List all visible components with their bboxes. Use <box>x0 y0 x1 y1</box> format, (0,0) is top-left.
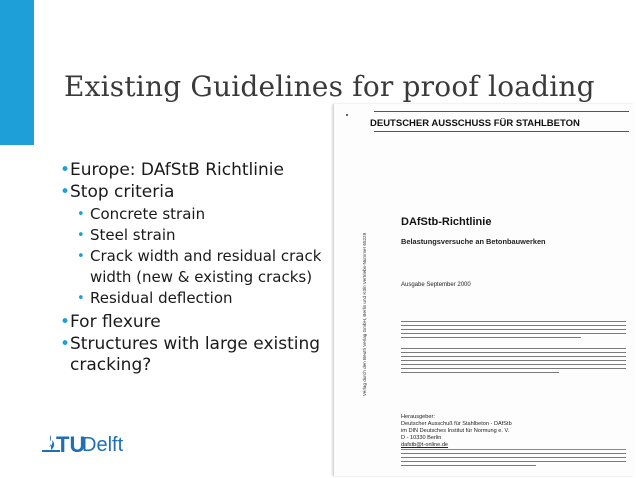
document-publisher <box>401 414 512 449</box>
sub-bullet-crack-width <box>60 246 330 288</box>
bullet-text: Crack width and residual crack width (new & existing cracks) <box>90 247 322 286</box>
sub-bullet-steel-strain <box>60 225 330 246</box>
publisher-line: im DIN Deutsches Institut für Normung e. V. <box>401 428 510 434</box>
document-rule-bottom <box>401 449 626 450</box>
bullet-text: Structures with large existing cracking? <box>70 334 321 375</box>
document-edition: Ausgabe September 2000 <box>401 282 471 288</box>
publisher-line: D - 10330 Berlin <box>401 435 442 441</box>
bullet-dot-icon: • <box>60 182 71 202</box>
bullet-text: Concrete strain <box>90 205 206 223</box>
bullet-dot-icon: • <box>60 312 71 332</box>
bullet-dot-icon: • <box>77 228 85 243</box>
document-title: DAfStb-Richtlinie <box>401 216 492 228</box>
scanned-document <box>333 104 634 476</box>
document-subtitle: Belastungsversuche an Betonbauwerken <box>401 237 546 246</box>
bullet-dot-icon: • <box>77 249 85 264</box>
bullet-dot-icon: • <box>60 334 71 354</box>
document-rule-top <box>374 111 629 112</box>
bullet-stop-criteria <box>60 182 330 203</box>
document-paragraph <box>401 321 626 341</box>
bullet-text: Stop criteria <box>70 182 175 202</box>
slide-title: Existing Guidelines for proof loading <box>64 70 595 103</box>
document-side-text: Verlag durch den Beuth Verlag GmbH, Berlin und Köln Vertriebs-Nummer 65229 <box>362 232 367 396</box>
bullet-dot-icon: • <box>77 207 85 222</box>
sub-bullet-residual-deflection <box>60 288 330 309</box>
bullet-structures <box>60 334 330 376</box>
document-rule-header <box>374 131 629 132</box>
bullet-europe <box>60 160 330 181</box>
bullet-text: Steel strain <box>90 226 176 244</box>
sub-bullet-concrete-strain <box>60 204 330 225</box>
bullet-text: For flexure <box>70 312 161 332</box>
scan-speck <box>346 114 348 116</box>
bullet-flexure <box>60 312 330 333</box>
accent-bar <box>0 0 34 145</box>
publisher-line: Deutscher Ausschuß für Stahlbeton - DAfStb <box>401 421 512 427</box>
bullet-text: Residual deflection <box>90 289 233 307</box>
bullet-dot-icon: • <box>60 160 71 180</box>
logo-delft: Delft <box>82 434 124 456</box>
publisher-line: dafstb@t-online.de <box>401 442 449 448</box>
document-paragraph <box>401 453 626 469</box>
bullet-text: Europe: DAfStB Richtlinie <box>70 160 284 180</box>
bullet-dot-icon: • <box>77 291 85 306</box>
bullet-list <box>60 160 330 377</box>
document-header: DEUTSCHER AUSSCHUSS FÜR STAHLBETON <box>370 118 580 129</box>
logo-tu: TU <box>56 432 86 457</box>
publisher-label: Herausgeber: <box>401 414 435 420</box>
document-paragraph <box>401 348 626 376</box>
